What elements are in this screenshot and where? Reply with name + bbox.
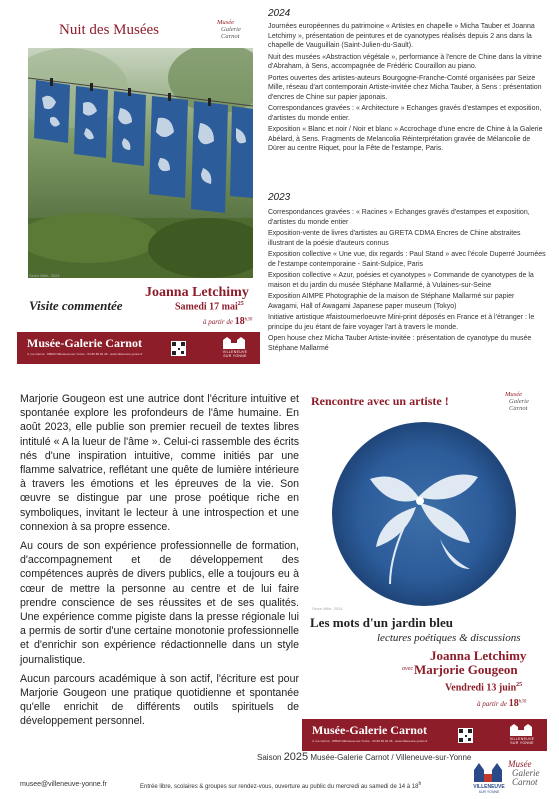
poster2-artist2: Marjorie Gougeon <box>414 662 518 677</box>
program-2024-list <box>268 22 546 156</box>
list-item: Exposition collective « Azur, poésies et cyanotypes » Commande de cyanotypes de la maison et du jardin du musée Stéphane Mallarmé, à Vulaines-sur-Seine <box>268 272 534 289</box>
footer-email-link[interactable]: musee@villeneuve-yonne.fr <box>20 781 107 788</box>
poster2-artist: Joanna Letchimy <box>430 648 527 663</box>
poster1-visite: Visite commentée <box>29 298 123 313</box>
list-item: Open house chez Micha Tauber Artiste-invitée : présentation de cyanotype du musée Stéphane Mallarmé <box>268 335 532 352</box>
musee-galerie-carnot-logo: Musée Galerie Carnot <box>508 759 540 787</box>
logo-word-rest: Galerie Carnot <box>221 25 241 40</box>
biography-paragraph: Aucun parcours académique à son actif, l'écriture est pour Marjorie Gougeon une pratique quotidienne et spontanée qu'elle enrichit de différents outils spirituels de développement personnel. <box>20 672 299 728</box>
svg-text:SUR YONNE: SUR YONNE <box>478 790 500 794</box>
villeneuve-logo: VILLENEUVE SUR YONNE <box>215 337 255 361</box>
villeneuve-logo: VILLENEUVE SUR YONNE <box>502 724 542 748</box>
banner-address: 4, rue Carnot · 89500 Villeneuve-sur-Yonne · 03 86 83 02 48 · www.villeneuve-yonne.fr <box>312 739 428 743</box>
villeneuve-sur-yonne-logo <box>468 760 510 794</box>
poster1-artist: Joanna Letchimy <box>145 285 249 300</box>
banner-title: Musée-Galerie Carnot <box>27 336 142 350</box>
photo-credit: Seize Mille, 2024 <box>312 606 343 611</box>
year-2024: 2024 <box>268 8 291 19</box>
poster1-title: Nuit des Musées <box>59 22 159 38</box>
cyanotypes-on-clothesline-photo <box>28 48 253 278</box>
poster2-banner <box>302 719 547 751</box>
villeneuve-towers-icon <box>468 760 510 794</box>
year-2023: 2023 <box>268 192 291 203</box>
cyanotype-flower-photo <box>310 419 538 609</box>
qr-code-icon <box>171 341 186 356</box>
list-item: Correspondances gravées : « Architecture » Echanges gravés d'estampes et exposition, d'artistes du monde entier. <box>268 105 542 122</box>
svg-text:VILLENEUVE: VILLENEUVE <box>473 784 505 790</box>
logo-word-musee: Musée <box>217 19 234 26</box>
list-item: Correspondances gravées : « Racines » Echanges gravés d'estampes et exposition, d'artistes du monde entier <box>268 209 530 226</box>
musee-galerie-carnot-logo <box>217 20 241 40</box>
list-item: Exposition AIMPE Photographie de la maison de Stéphane Mallarmé sur papier Awagami, Hall of Awagami Japanese paper museum (Tokyo) <box>268 293 515 310</box>
footer-info: Entrée libre, scolaires & groupes sur rendez-vous, ouverture au public du mercredi au samedi de 14 à 18$^h$ <box>140 781 422 790</box>
list-item: Exposition-vente de livres d'artistes au GRETA CDMA Encres de Chine abstraites illustrant de la poésie d'auteurs connus <box>268 230 521 247</box>
list-item: Exposition collective « Une vue, dix regards : Paul Stand » avec l'école Duperré Journées de l'estampe contemporaine - Saint-Sulpice, Paris <box>268 251 546 268</box>
musee-galerie-carnot-logo: Musée Galerie Carnot <box>505 391 529 412</box>
biography-paragraph: Marjorie Gougeon est une autrice dont l'écriture intuitive et spontanée explore les profondeurs de l'âme humaine. En août 2023, elle publie son premier recueil de textes libres intitulé « A la lueur de l'âme ». Celui-ci rassemble des écrits nés d'une inspiration intuitive, comme initiés par une flamme salvatrice, reflétant une quête de lumière intérieure à travers les émotions et les épreuves de la vie. Son œuvre se distingue par une prose poétique riche en symboliques, invitant le lecteur à une introspection et une connexion à sa propre essence. <box>20 393 299 533</box>
list-item: Exposition « Blanc et noir / Noir et blanc » Accrochage d'une encre de Chine à la Galerie Abélard, à Sens. Fragments de Melancolia Réinterprétation gravée de Mélancolie de Dürer au centre Riquet, pour la Fête de l'estampe, Paris. <box>268 126 543 152</box>
list-item: Nuit des musées «Abstraction végétale », performance à l'encre de Chine dans la vitrine d'Abraham, à Sens, accompagnée de Frédéric Couraillon au piano. <box>268 53 542 70</box>
poster2-avec: avec <box>402 666 413 672</box>
banner-title: Musée-Galerie Carnot <box>312 723 427 737</box>
banner-address: 4, rue Carnot · 89500 Villeneuve-sur-Yonne · 03 86 83 02 48 · www.villeneuve-yonne.fr <box>27 352 143 356</box>
poster2-subtitle: Les mots d'un jardin bleu <box>310 615 454 630</box>
photo-credit: Seize Mille, 2024 <box>29 273 60 278</box>
poster-nuit-des-musees <box>17 6 260 366</box>
poster2-hour: à partir de $18^{h30}$ <box>477 698 527 709</box>
poster1-date: Samedi 17 mai$^{25}$ <box>175 301 244 313</box>
program-2023-list <box>268 208 546 355</box>
villeneuve-towers-icon <box>502 724 542 737</box>
poster1-banner <box>17 332 260 364</box>
villeneuve-towers-icon <box>215 337 255 350</box>
poster1-hour: à partir de $18^{h30}$ <box>203 316 253 327</box>
biography-text <box>20 392 299 734</box>
poster2-subtitle2: lectures poétiques & discussions <box>377 632 521 644</box>
list-item: Portes ouvertes des artistes-auteurs Bourgogne-Franche-Comté organisées par Seize Mille, réseau d'art contemporain Artiste-invitée chez Micha Tauber, à Sens : présentation d'encres de Chine sur papier japonais. <box>268 74 542 101</box>
biography-paragraph: Au cours de son expérience professionnelle de formation, d'accompagnement et de développement des compétences auprès de divers publics, elle a toujours eu à cœur de mettre la personne au centre et de lui faire prendre conscience de ses réussites et de ses qualités. Une expérience comme pigiste dans la presse régionale lui a permis de sortir d'une certaine monotonie professionnelle et d'enrichir son expérience rédactionnelle dans un style journalistique. <box>20 540 299 666</box>
poster2-title: Rencontre avec un artiste ! <box>311 394 449 408</box>
qr-code-icon <box>458 728 473 743</box>
list-item: Journées européennes du patrimoine « Artistes en chapelle » Micha Tauber et Joanna Letchimy », présentation de peintures et de cyanotypes réalisés depuis 2 ans dans la chapelle de Vauguillain (Saint-Julien-du-Sault). <box>268 23 535 49</box>
list-item: Initiative artistique #faistournerloeuvre Mini-print déposés en France et à l'étranger : le principe du jeu étant de faire voyager l'art à travers le monde. <box>268 314 535 331</box>
saison-line: Saison 2025 Musée-Galerie Carnot / Villeneuve-sur-Yonne <box>257 751 472 763</box>
poster2-date: Vendredi 13 juin$^{25}$ <box>445 682 523 694</box>
poster-rencontre-artiste <box>302 384 547 754</box>
